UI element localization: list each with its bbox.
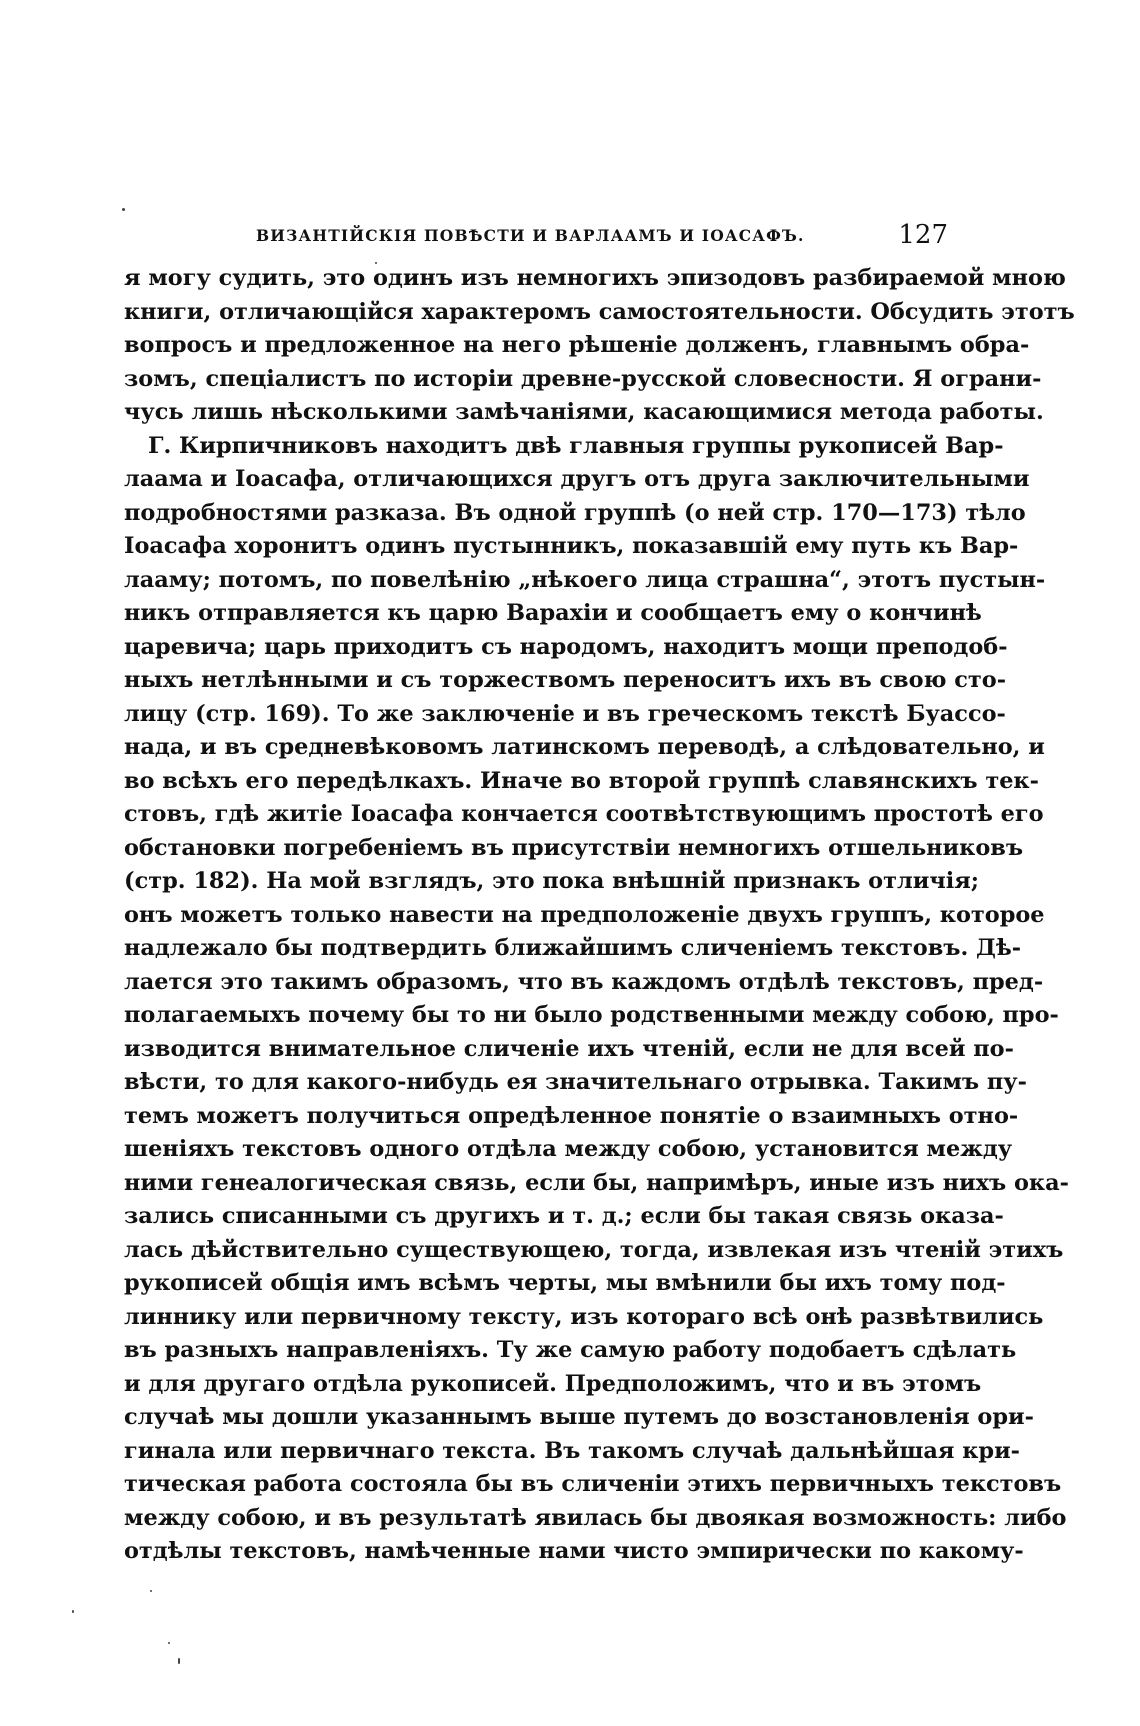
text-line: въ разныхъ направленіяхъ. Ту же самую работу подобаетъ сдѣлать (124, 1337, 1017, 1363)
text-line: царевича; царь приходитъ съ народомъ, находитъ мощи преподоб- (124, 633, 1008, 660)
page-header (252, 222, 952, 252)
text-line: и для другаго отдѣла рукописей. Предположимъ, что и въ этомъ (124, 1370, 982, 1397)
text-line: (стр. 182). На мой взглядъ, это пока внѣшній признакъ отличія; (124, 868, 980, 894)
scan-speck (122, 208, 125, 211)
text-line: рукописей общія имъ всѣмъ черты, мы вмѣнили бы ихъ тому под- (124, 1270, 1006, 1296)
text-line: лается это такимъ образомъ, что въ каждомъ отдѣлѣ текстовъ, пред- (124, 968, 1044, 995)
text-line: тическая работа состояла бы въ сличеніи этихъ первичныхъ текстовъ (124, 1471, 1062, 1497)
text-line: подробностями разказа. Въ одной группѣ (о ней стр. 170—173) тѣло (124, 499, 1026, 526)
text-line: темъ можетъ получиться опредѣленное понятіе о взаимныхъ отно- (124, 1102, 1019, 1129)
text-line: ныхъ нетлѣнными и съ торжествомъ переноситъ ихъ въ свою сто- (124, 667, 1007, 693)
text-line: лаама и Іоасафа, отличающихся другъ отъ друга заключительными (124, 466, 1030, 492)
text-line: обстановки погребеніемъ въ присутствіи немногихъ отшельниковъ (124, 834, 1024, 861)
text-line: Г. Кирпичниковъ находитъ двѣ главныя группы рукописей Вар- (148, 432, 1004, 459)
text-line: лась дѣйствительно существующею, тогда, извлекая изъ чтеній этихъ (124, 1236, 1064, 1263)
text-line: никъ отправляется къ царю Варахіи и сообщаетъ ему о кончинѣ (124, 600, 982, 626)
text-line: чусь лишь нѣсколькими замѣчаніями, касающимися метода работы. (124, 399, 1044, 425)
scan-speck (72, 1610, 74, 1613)
body-text (124, 262, 1075, 1569)
text-line: гинала или первичнаго текста. Въ такомъ случаѣ дальнѣйшая кри- (124, 1437, 1020, 1464)
text-line: вопросъ и предложенное на него рѣшеніе долженъ, главнымъ обра- (124, 332, 1030, 358)
text-line: линнику или первичному тексту, изъ котораго всѣ онѣ развѣтвились (124, 1303, 1044, 1330)
text-line: ними генеалогическая связь, если бы, напримѣръ, иные изъ нихъ ока- (124, 1169, 1069, 1196)
text-line: шеніяхъ текстовъ одного отдѣла между собою, установится между (124, 1136, 1013, 1162)
text-line: во всѣхъ его передѣлкахъ. Иначе во второй группѣ славянскихъ тек- (124, 767, 1039, 794)
running-title: ВИЗАНТІЙСКІЯ ПОВѢСТИ И ВАРЛААМЪ И ІОАСАФЪ. (256, 226, 805, 245)
text-line: зались списанными съ другихъ и т. д.; если бы такая связь оказа- (124, 1203, 1004, 1229)
scan-speck (178, 1658, 180, 1664)
text-line: Іоасафа хоронитъ одинъ пустынникъ, показавшій ему путь къ Вар- (124, 533, 1019, 559)
text-line: стовъ, гдѣ житіе Іоасафа кончается соотвѣтствующимъ простотѣ его (124, 801, 1044, 827)
text-line: случаѣ мы дошли указаннымъ выше путемъ до возстановленія ори- (124, 1404, 1034, 1430)
text-line: между собою, и въ результатѣ явилась бы двоякая возможность: либо (124, 1504, 1067, 1531)
text-line: полагаемыхъ почему бы то ни было родственными между собою, про- (124, 1002, 1059, 1028)
text-line: онъ можетъ только навести на предположеніе двухъ группъ, которое (124, 901, 1045, 928)
scan-speck (375, 262, 377, 264)
text-line: отдѣлы текстовъ, намѣченные нами чисто эмпирически по какому- (124, 1538, 1024, 1564)
text-line: вѣсти, то для какого-нибудь ея значительнаго отрывка. Такимъ пу- (124, 1069, 1027, 1095)
page-number: 127 (898, 220, 948, 250)
text-line: я могу судить, это одинъ изъ немногихъ эпизодовъ разбираемой мною (124, 265, 1066, 291)
text-line: лааму; потомъ, по повелѣнію „нѣкоего лица страшна“, этотъ пустын- (124, 566, 1046, 593)
scan-speck (168, 1642, 170, 1644)
text-line: зомъ, спеціалистъ по исторіи древне-русской словесности. Я ограни- (124, 365, 1042, 392)
scan-speck (150, 1590, 152, 1592)
text-line: лицу (стр. 169). То же заключеніе и въ греческомъ текстѣ Буассо- (124, 700, 1006, 727)
text-line: изводится внимательное сличеніе ихъ чтеній, если не для всей по- (124, 1035, 1014, 1062)
text-line: книги, отличающійся характеромъ самостоятельности. Обсудить этотъ (124, 298, 1075, 325)
text-line: нада, и въ средневѣковомъ латинскомъ переводѣ, а слѣдовательно, и (124, 734, 1045, 760)
text-line: надлежало бы подтвердить ближайшимъ сличеніемъ текстовъ. Дѣ- (124, 935, 1022, 961)
